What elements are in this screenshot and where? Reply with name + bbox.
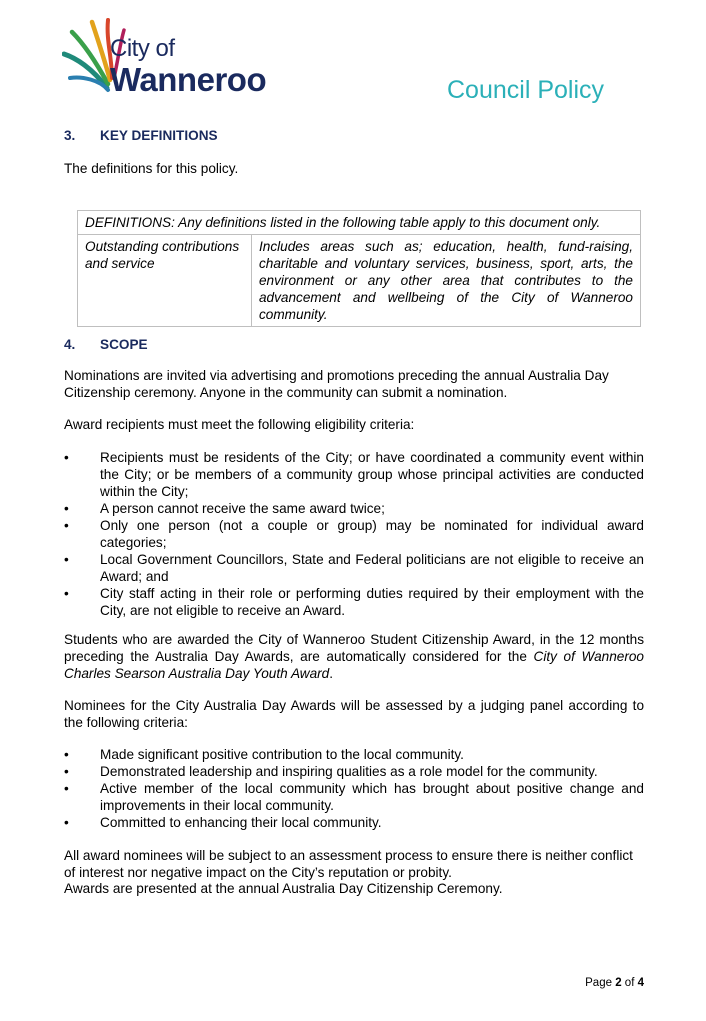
section-heading-key-definitions (64, 127, 218, 144)
scope-paragraph-3: Students who are awarded the City of Wanneroo Student Citizenship Award, in the 12 months preceding the Australia Day Awards, are automatically considered for the City of Wanneroo Charles Searson Australia Day Youth Award. (64, 632, 644, 681)
definition-term: Outstanding contributions and service (78, 235, 252, 326)
bullet-icon (64, 763, 74, 780)
section-heading-scope (64, 336, 148, 353)
list-item: • Only one person (not a couple or group) may be nominated for individual award categories; (64, 517, 644, 551)
definitions-intro: The definitions for this policy. (64, 161, 239, 176)
bullet-icon (64, 746, 74, 763)
definitions-table (77, 210, 641, 327)
list-item: • Active member of the local community which has brought about positive change and improvements in their local community. (64, 780, 644, 814)
list-item: • Made significant positive contribution to the local community. (64, 746, 644, 763)
section-title: KEY DEFINITIONS (100, 128, 218, 143)
section-number: 3. (64, 128, 76, 143)
eligibility-list (64, 449, 644, 619)
list-item: • Local Government Councillors, State and Federal politicians are not eligible to receive an Award; and (64, 551, 644, 585)
scope-paragraph-2: Award recipients must meet the following eligibility criteria: (64, 417, 415, 432)
scope-paragraph-6: Awards are presented at the annual Australia Day Citizenship Ceremony. (64, 881, 503, 896)
bullet-icon (64, 585, 74, 602)
list-item: • Committed to enhancing their local community. (64, 814, 644, 831)
list-item: • Recipients must be residents of the City; or have coordinated a community event within the City; or be members of a community group whose principal activities are conducted within the City; (64, 449, 644, 500)
bullet-icon (64, 500, 74, 517)
bullet-icon (64, 551, 74, 568)
scope-paragraph-4: Nominees for the City Australia Day Awards will be assessed by a judging panel according to the following criteria: (64, 698, 644, 730)
list-item: • A person cannot receive the same award twice; (64, 500, 644, 517)
bullet-icon (64, 780, 74, 797)
definitions-table-row (78, 235, 640, 326)
definitions-table-header: DEFINITIONS: Any definitions listed in the following table apply to this document only. (78, 211, 640, 235)
scope-paragraph-5: All award nominees will be subject to an assessment process to ensure there is neither conflict of interest nor negative impact on the City’s reputation or probity. (64, 848, 633, 880)
scope-paragraph-1: Nominations are invited via advertising and promotions preceding the annual Australia Day Citizenship ceremony. Anyone in the community can submit a nomination. (64, 368, 609, 400)
definition-text: Includes areas such as; education, health, fund-raising, charitable and voluntary services, business, sport, arts, the environment or any other area that contributes to the advancement and wellbeing of the City of Wanneroo community. (259, 239, 633, 322)
logo-text-city-of: City of (110, 35, 175, 62)
logo-text-wanneroo: Wanneroo (110, 61, 267, 98)
section-title: SCOPE (100, 337, 148, 352)
page-number: Page 2 of 4 (585, 977, 644, 989)
section-number: 4. (64, 337, 76, 352)
bullet-icon (64, 517, 74, 534)
list-item: • Demonstrated leadership and inspiring qualities as a role model for the community. (64, 763, 644, 780)
bullet-icon (64, 449, 74, 466)
bullet-icon (64, 814, 74, 831)
criteria-list (64, 746, 644, 831)
list-item: • City staff acting in their role or performing duties required by their employment with the City, are not eligible to receive an Award. (64, 585, 644, 619)
document-type-title: Council Policy (447, 76, 605, 104)
